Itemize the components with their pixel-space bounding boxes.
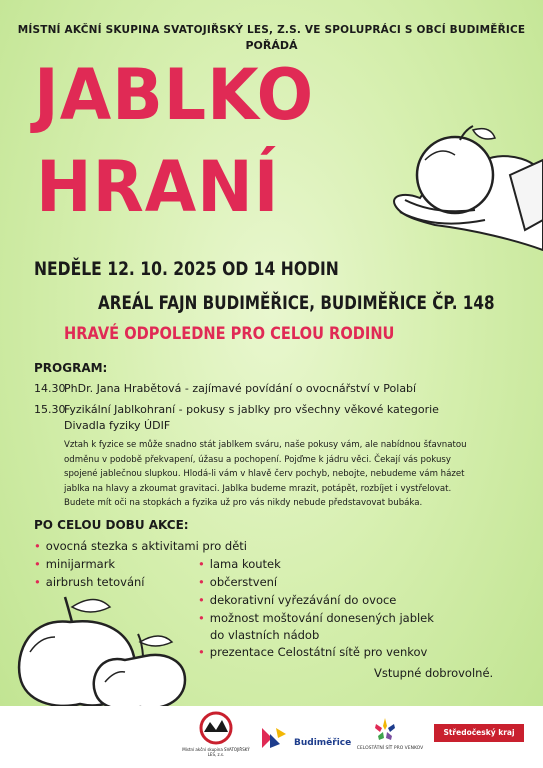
- event-date: NEDĚLE 12. 10. 2025 OD 14 HODIN: [34, 258, 339, 280]
- presents-label: POŘÁDÁ: [245, 39, 298, 52]
- program-item-2-sub: Divadla fyziky ÚDIF: [64, 419, 171, 432]
- activity-item: • dekorativní vyřezávání do ovoce: [198, 593, 396, 607]
- organizer-line: MÍSTNÍ AKČNÍ SKUPINA SVATOJIŘSKÝ LES, Z.S. VE SPOLUPRÁCI S OBCÍ BUDIMĚŘICE: [17, 24, 526, 36]
- program-time-2: 15.30: [34, 403, 66, 416]
- all-day-heading: PO CELOU DOBU AKCE:: [34, 518, 189, 532]
- program-item-2: Fyzikální Jablkohraní - pokusy s jablky pro všechny věkové kategorie: [64, 403, 439, 416]
- hand-with-apple-illustration: [365, 120, 543, 265]
- title-line-2: HRANÍ: [36, 146, 280, 228]
- activity-item: • ovocná stezka s aktivitami pro děti: [34, 539, 247, 553]
- css-logo-label: CELOSTÁTNÍ SÍŤ PRO VENKOV: [356, 746, 424, 751]
- css-logo-icon: [372, 716, 398, 746]
- entry-note: Vstupné dobrovolné.: [374, 666, 494, 680]
- program-time-1: 14.30: [34, 382, 66, 395]
- description-line: Budete mít oči na stopkách a fyzika už pro vás nikdy nebude představovat bubáka.: [64, 498, 423, 509]
- description-line: Vztah k fyzice se může snadno stát jablkem sváru, naše pokusy vám, ale nabídnou šťavnatou: [64, 440, 467, 450]
- stredocesky-kraj-logo: Středočeský kraj: [434, 724, 524, 742]
- event-tagline: HRAVÉ ODPOLEDNE PRO CELOU RODINU: [64, 324, 395, 344]
- program-heading: PROGRAM:: [34, 361, 108, 375]
- activity-item: • minijarmark: [34, 557, 115, 571]
- activity-item: • airbrush tetování: [34, 575, 145, 589]
- apples-illustration: [10, 592, 195, 712]
- program-item-1: PhDr. Jana Hrabětová - zajímavé povídání o ovocnářství v Polabí: [64, 382, 417, 395]
- budimerice-logo-icon: [258, 724, 292, 750]
- activity-item: • lama koutek: [198, 557, 281, 571]
- mas-logo-label: Místní akční skupina SVATOJIŘSKÝ LES, z.s.: [182, 747, 250, 757]
- title-line-1: JABLKO: [34, 54, 315, 136]
- description-line: spojené jablečnou slupkou. Hlodá-li vám v hlavě červ pochyb, nebojte, nebudeme vám házet: [64, 469, 465, 480]
- program-description: [64, 438, 534, 511]
- description-line: jablka na hlavy a zkoumat gravitaci. Jablka budeme mrazit, potápět, rozbíjet i vystřelovat.: [64, 483, 452, 494]
- event-venue: AREÁL FAJN BUDIMĚŘICE, BUDIMĚŘICE ČP. 148: [98, 292, 495, 314]
- activity-item: • prezentace Celostátní sítě pro venkov: [198, 645, 427, 659]
- description-line: odměnu v podobě překvapení, úžasu a pochopení. Pojďme k jádru věci. Čekají vás pokusy: [64, 454, 451, 465]
- activity-item-continued: do vlastních nádob: [210, 628, 320, 642]
- activity-item: • možnost moštování donesených jablek: [198, 611, 434, 625]
- activity-item: • občerstvení: [198, 575, 277, 589]
- budimerice-logo-label: Budiměřice: [294, 738, 352, 748]
